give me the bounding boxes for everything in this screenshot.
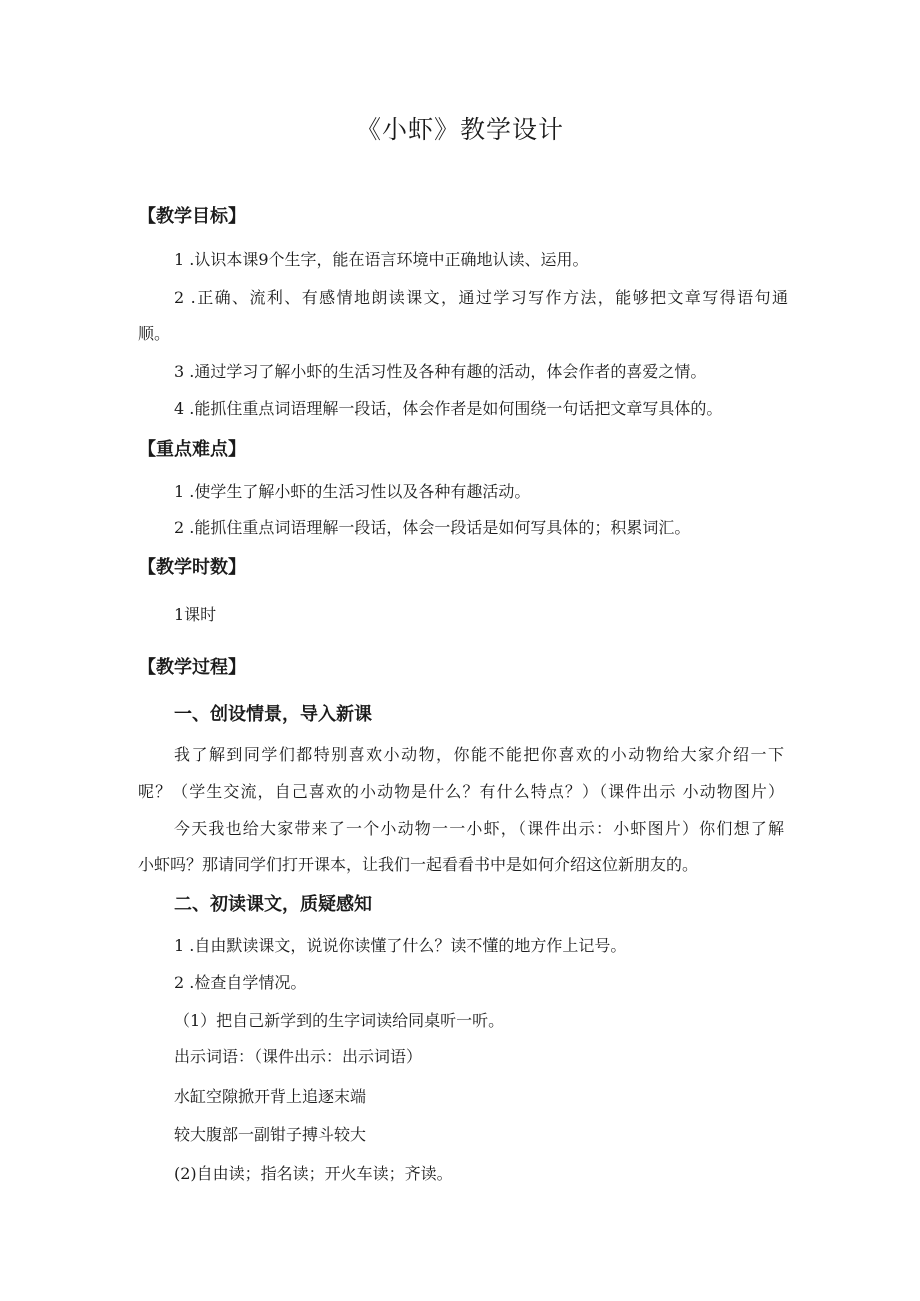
process-part2-line-7: (2)自由读；指名读；开火车读；齐读。 — [174, 1164, 453, 1183]
vocab-line-2: 较大腹部一副钳子搏斗较大 — [174, 1125, 367, 1144]
objective-item-1: 1 .认识本课9个生字，能在语言环境中正确地认读、运用。 — [174, 250, 589, 269]
section-heading-key-points: 【重点难点】 — [138, 439, 246, 460]
section-heading-process: 【教学过程】 — [138, 657, 246, 678]
document-title: 《小虾》教学设计 — [355, 115, 564, 144]
process-part2-line-2: 2 .检查自学情况。 — [174, 973, 307, 992]
hours-value: 1课时 — [174, 605, 217, 624]
process-part2-heading: 二、初读课文，质疑感知 — [174, 894, 372, 915]
process-part2-line-4: 出示词语：（课件出示：出示词语） — [174, 1047, 423, 1066]
process-part2-line-3: （1）把自己新学到的生字词读给同桌听一听。 — [174, 1011, 505, 1030]
section-heading-objectives: 【教学目标】 — [138, 206, 246, 227]
process-part1-line-3: 今天我也给大家带来了一个小动物一一小虾，（课件出示：小虾图片）你们想了解 — [174, 819, 784, 838]
key-point-item-1: 1 .使学生了解小虾的生活习性以及各种有趣活动。 — [174, 482, 531, 501]
key-point-item-2: 2 .能抓住重点词语理解一段话，体会一段话是如何写具体的；积累词汇。 — [174, 518, 691, 537]
section-heading-hours: 【教学时数】 — [138, 557, 246, 578]
process-part1-heading: 一、创设情景，导入新课 — [174, 704, 372, 725]
process-part1-line-4: 小虾吗？那请同学们打开课本，让我们一起看看书中是如何介绍这位新朋友的。 — [138, 855, 699, 874]
process-part1-line-2: 呢？（学生交流，自己喜欢的小动物是什么？有什么特点？）（课件出示 小动物图片） — [138, 782, 784, 801]
objective-item-3: 3 .通过学习了解小虾的生活习性及各种有趣的活动，体会作者的喜爱之情。 — [174, 362, 707, 381]
process-part2-line-1: 1 .自由默读课文，说说你读懂了什么？读不懂的地方作上记号。 — [174, 936, 627, 955]
objective-item-2-cont: 顺。 — [138, 324, 171, 343]
objective-item-4: 4 .能抓住重点词语理解一段话，体会作者是如何围绕一句话把文章写具体的。 — [174, 399, 723, 418]
objective-item-2: 2 .正确、流利、有感情地朗读课文，通过学习写作方法，能够把文章写得语句通 — [174, 288, 788, 307]
vocab-line-1: 水缸空隙掀开背上追逐末端 — [174, 1087, 367, 1106]
process-part1-line-1: 我了解到同学们都特别喜欢小动物，你能不能把你喜欢的小动物给大家介绍一下 — [174, 745, 784, 764]
